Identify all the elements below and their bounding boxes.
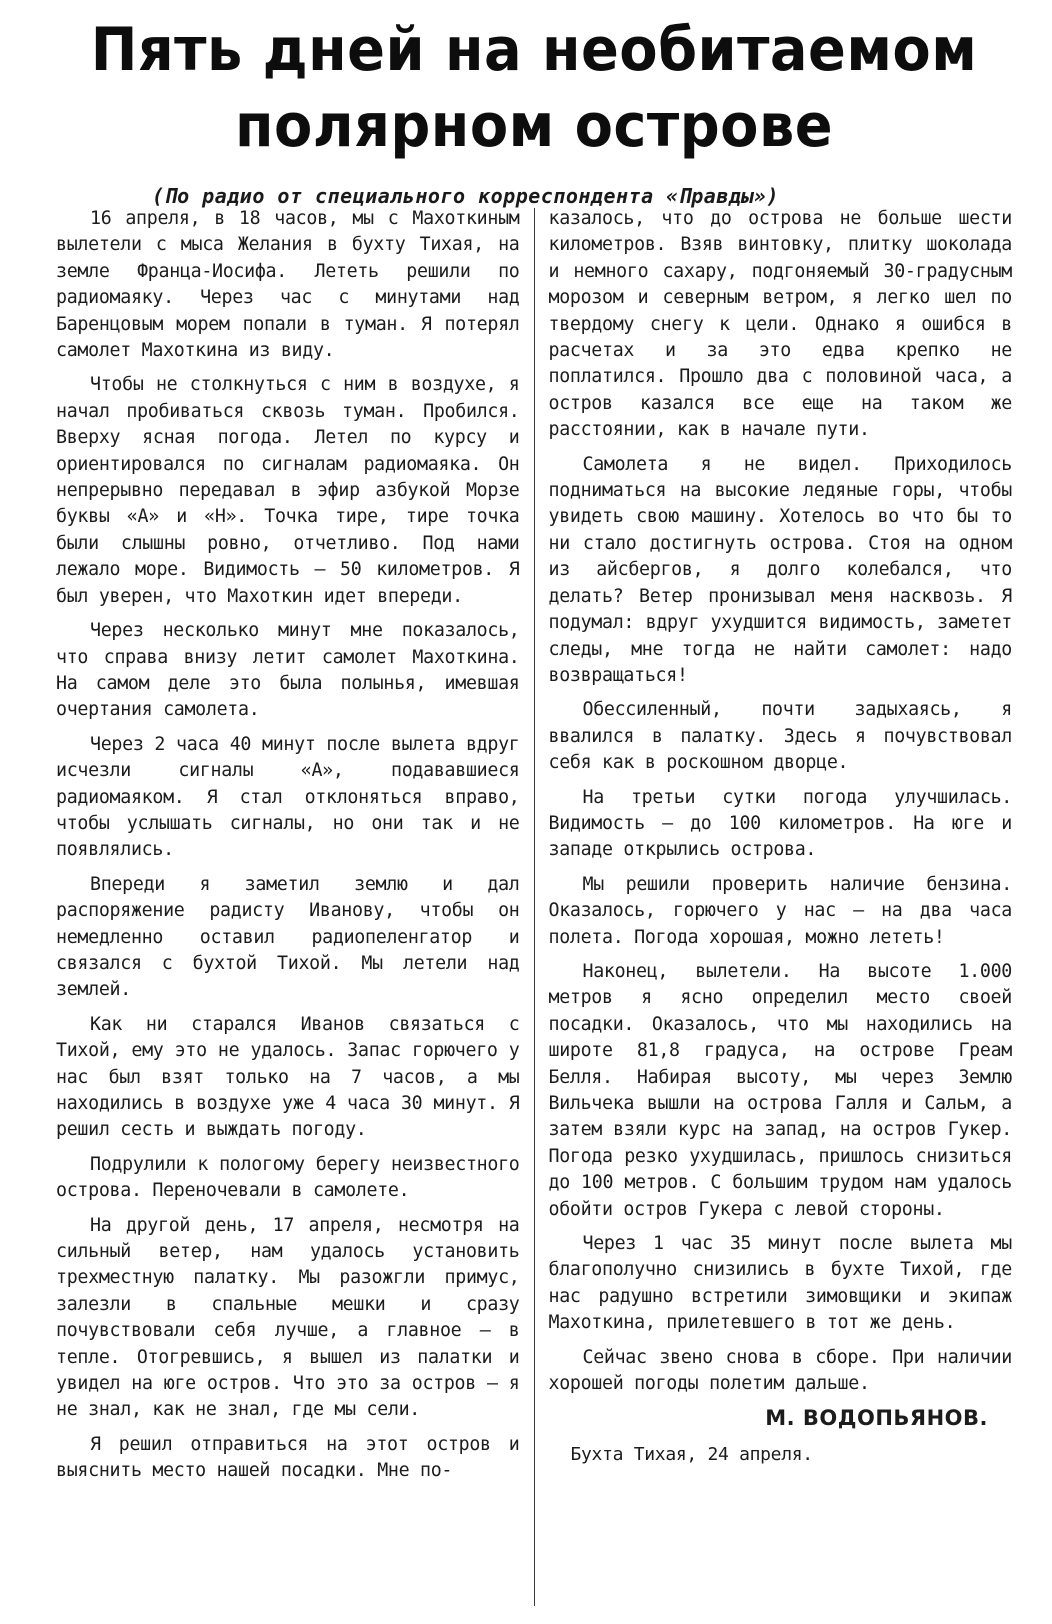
paragraph: Через несколько минут мне показалось, что справа внизу летит самолет Махоткина. На самом деле это была полынья, имевшая очертания самолета. (56, 620, 520, 721)
paragraph: Через 2 часа 40 минут после вылета вдруг исчезли сигналы «А», подававшиеся радиомаяком. Я стал отклоняться вправо, чтобы услышать сигналы, но они так и не появлялись. (56, 733, 520, 861)
headline-line-2: полярном острове (234, 91, 834, 161)
headline (89, 0, 978, 164)
paragraph: Наконец, вылетели. На высоте 1.000 метров я ясно определил место своей посадки. Оказалось, что мы находились на широте 81,8 градуса, на острове Греам Белля. Набирая высоту, мы через Землю Вильчека вышли на острова Галля и Сальм, а затем взяли курс на запад, на остров Гукер. Погода резко ухудшилась, пришлось снизиться до 100 метров. С большим трудом нам удалось обойти остров Гукера с левой стороны. (548, 960, 1012, 1220)
subtitle: (По радио от специального корреспондента «Правды») (152, 184, 780, 208)
column-divider (534, 208, 535, 1606)
paragraph: Впереди я заметил землю и дал распоряжение радисту Иванову, чтобы он немедленно оставил радиопеленгатор и связался с бухтой Тихой. Мы летели над землей. (56, 873, 520, 1001)
paragraph: 16 апреля, в 18 часов, мы с Махоткиным вылетели с мыса Желания в бухту Тихая, на земле Франца-Иосифа. Лететь решили по радиомаяку. Через час с минутами над Баренцовым морем попали в туман. Я потерял самолет Махоткина из виду. (56, 208, 520, 362)
paragraph-continued: казалось, что до острова не больше шести километров. Взяв винтовку, плитку шоколада и немного сахару, подгоняемый 30-градусным морозом и северным ветром, я легко шел по твердому снегу к цели. Однако я ошибся в расчетах и за это едва крепко не поплатился. Прошло два с половиной часа, а остров казался все еще на таком же расстоянии, как в начале пути. (548, 208, 1012, 441)
headline-line-1: Пять дней на необитаемом (90, 15, 978, 85)
left-column (56, 206, 520, 1616)
paragraph: Через 1 час 35 минут после вылета мы благополучно снизились в бухте Тихой, где нас радушно встретили зимовщики и экипаж Махоткина, прилетевшего в тот же день. (548, 1233, 1012, 1334)
paragraph: Подрулили к пологому берегу неизвестного острова. Переночевали в самолете. (56, 1153, 520, 1202)
paragraph: На третьи сутки погода улучшилась. Видимость — до 100 километров. На юге и западе открылись острова. (548, 786, 1012, 861)
paragraph: Как ни старался Иванов связаться с Тихой, ему это не удалось. Запас горючего у нас был взят только на 7 часов, а мы находились в воздухе уже 4 часа 30 минут. Я решил сесть и выждать погоду. (56, 1013, 520, 1141)
paragraph: Чтобы не столкнуться с ним в воздухе, я начал пробиваться сквозь туман. Пробился. Вверху ясная погода. Летел по курсу и ориентировался по сигналам радиомаяка. Он непрерывно передавал в эфир азбукой Морзе буквы «А» и «Н». Точка тире, тире точка были слышны ровно, отчетливо. Под нами лежало море. Видимость — 50 километров. Я был уверен, что Махоткин идет впереди. (56, 374, 520, 607)
paragraph: Сейчас звено снова в сборе. При наличии хорошей погоды полетим дальше. (548, 1346, 1012, 1395)
paragraph: Самолета я не видел. Приходилось подниматься на высокие ледяные горы, чтобы увидеть свою машину. Хотелось во что бы то ни стало достигнуть острова. Стоя на одном из айсбергов, я долго колебался, что делать? Ветер пронизывал меня насквозь. Я подумал: вдруг ухудшится видимость, заметет следы, мне тогда не найти самолет: надо возвращаться! (548, 453, 1012, 686)
paragraph: Я решил отправиться на этот остров и выяснить место нашей посадки. Мне по- (56, 1433, 520, 1482)
paragraph: На другой день, 17 апреля, несмотря на сильный ветер, нам удалось установить трехместную палатку. Мы разожгли примус, залезли в спальные мешки и сразу почувствовали себя лучше, а главное — в тепле. Отогревшись, я вышел из палатки и увидел на юге остров. Что это за остров — я не знал, как не знал, где мы сели. (56, 1214, 520, 1421)
right-column (548, 206, 1012, 1616)
article-columns (56, 206, 1012, 1616)
paragraph: Обессиленный, почти задыхаясь, я ввалился в палатку. Здесь я почувствовал себя как в роскошном дворце. (548, 699, 1012, 774)
dateline: Бухта Тихая, 24 апреля. (570, 1443, 813, 1465)
author-signature: М. ВОДОПЬЯНОВ. (765, 1406, 988, 1431)
paragraph: Мы решили проверить наличие бензина. Оказалось, горючего у нас — на два часа полета. Погода хорошая, можно лететь! (548, 873, 1012, 948)
